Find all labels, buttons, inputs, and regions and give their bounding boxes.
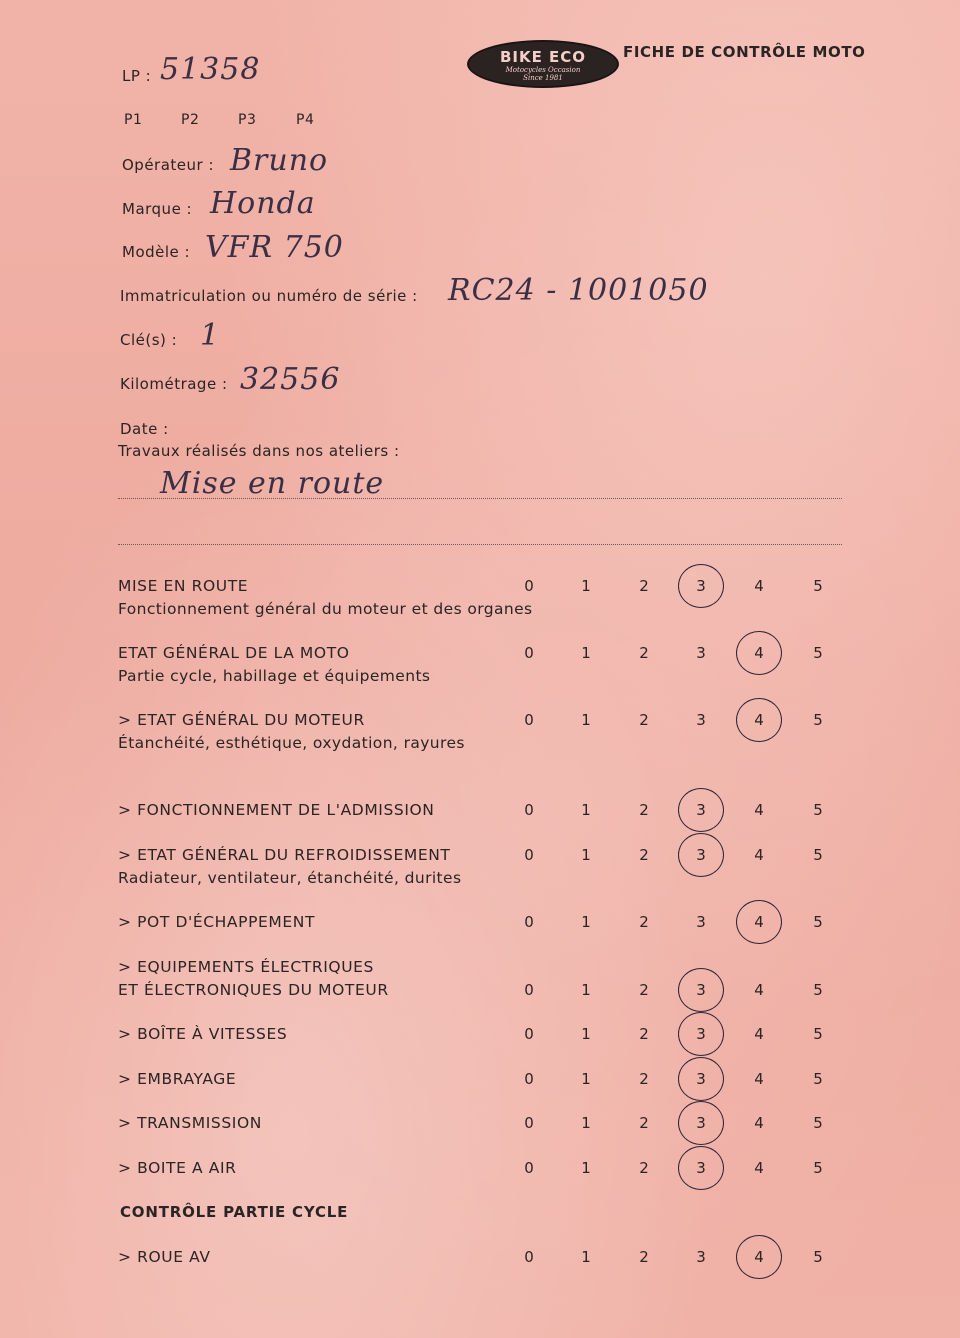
- score-option[interactable]: 5: [813, 644, 823, 662]
- p1-label: P1: [124, 112, 143, 128]
- score-option[interactable]: 0: [524, 1159, 534, 1177]
- row-title: > BOÎTE À VITESSES: [118, 1025, 288, 1043]
- score-option[interactable]: 1: [581, 644, 591, 662]
- score-option[interactable]: 2: [639, 1248, 649, 1266]
- section-cycle-heading: CONTRÔLE PARTIE CYCLE: [120, 1203, 349, 1221]
- serial-label: Immatriculation ou numéro de série :: [120, 287, 418, 305]
- score-option[interactable]: 5: [813, 1070, 823, 1088]
- score-option[interactable]: 1: [581, 1248, 591, 1266]
- score-option[interactable]: 4: [754, 913, 764, 931]
- form-title: FICHE DE CONTRÔLE MOTO: [623, 43, 866, 61]
- row-title: > ETAT GÉNÉRAL DU REFROIDISSEMENT: [118, 846, 451, 864]
- score-option[interactable]: 1: [581, 981, 591, 999]
- selected-score-circle: [678, 1101, 724, 1145]
- selected-score-circle: [736, 631, 782, 675]
- score-option[interactable]: 4: [754, 1070, 764, 1088]
- score-option[interactable]: 2: [639, 981, 649, 999]
- score-option[interactable]: 4: [754, 644, 764, 662]
- score-option[interactable]: 2: [639, 711, 649, 729]
- serial-value: RC24 - 1001050: [448, 273, 709, 308]
- score-option[interactable]: 0: [524, 913, 534, 931]
- row-title: > EQUIPEMENTS ÉLECTRIQUES: [118, 958, 374, 976]
- works-label: Travaux réalisés dans nos ateliers :: [118, 442, 400, 460]
- score-option[interactable]: 2: [639, 913, 649, 931]
- model-value: VFR 750: [205, 230, 344, 265]
- model-label: Modèle :: [122, 243, 191, 261]
- score-option[interactable]: 4: [754, 1025, 764, 1043]
- score-option[interactable]: 3: [696, 1114, 706, 1132]
- score-option[interactable]: 5: [813, 913, 823, 931]
- p4-label: P4: [296, 112, 315, 128]
- score-option[interactable]: 4: [754, 981, 764, 999]
- score-option[interactable]: 5: [813, 801, 823, 819]
- selected-score-circle: [678, 1146, 724, 1190]
- mileage-value: 32556: [240, 362, 341, 397]
- score-option[interactable]: 3: [696, 1159, 706, 1177]
- score-option[interactable]: 0: [524, 1114, 534, 1132]
- score-option[interactable]: 3: [696, 913, 706, 931]
- score-option[interactable]: 5: [813, 1114, 823, 1132]
- row-title: > ROUE AV: [118, 1248, 211, 1266]
- row-title-continued: ET ÉLECTRONIQUES DU MOTEUR: [118, 981, 389, 999]
- score-option[interactable]: 3: [696, 801, 706, 819]
- row-subtitle: Fonctionnement général du moteur et des organes: [118, 600, 533, 618]
- selected-score-circle: [678, 788, 724, 832]
- score-option[interactable]: 0: [524, 711, 534, 729]
- score-option[interactable]: 0: [524, 801, 534, 819]
- score-option[interactable]: 4: [754, 801, 764, 819]
- score-option[interactable]: 0: [524, 1025, 534, 1043]
- score-option[interactable]: 5: [813, 1159, 823, 1177]
- score-option[interactable]: 1: [581, 1025, 591, 1043]
- selected-score-circle: [736, 1235, 782, 1279]
- score-option[interactable]: 4: [754, 1159, 764, 1177]
- score-option[interactable]: 1: [581, 846, 591, 864]
- score-option[interactable]: 4: [754, 577, 764, 595]
- score-option[interactable]: 3: [696, 644, 706, 662]
- row-title: > EMBRAYAGE: [118, 1070, 237, 1088]
- score-option[interactable]: 3: [696, 1248, 706, 1266]
- row-title: ETAT GÉNÉRAL DE LA MOTO: [118, 644, 350, 662]
- selected-score-circle: [678, 1012, 724, 1056]
- score-option[interactable]: 2: [639, 1070, 649, 1088]
- score-option[interactable]: 5: [813, 1248, 823, 1266]
- date-label: Date :: [120, 420, 169, 438]
- works-value: Mise en route: [160, 466, 385, 501]
- p3-label: P3: [238, 112, 257, 128]
- row-subtitle: Radiateur, ventilateur, étanchéité, durites: [118, 869, 462, 887]
- selected-score-circle: [736, 698, 782, 742]
- dotted-line: [118, 498, 842, 499]
- operator-value: Bruno: [230, 143, 329, 178]
- score-option[interactable]: 5: [813, 846, 823, 864]
- lp-label: LP :: [122, 67, 152, 85]
- row-title: > POT D'ÉCHAPPEMENT: [118, 913, 316, 931]
- score-option[interactable]: 5: [813, 1025, 823, 1043]
- selected-score-circle: [678, 564, 724, 608]
- score-option[interactable]: 5: [813, 981, 823, 999]
- score-option[interactable]: 2: [639, 846, 649, 864]
- selected-score-circle: [678, 1057, 724, 1101]
- score-option[interactable]: 4: [754, 846, 764, 864]
- row-title: > FONCTIONNEMENT DE L'ADMISSION: [118, 801, 435, 819]
- row-title: MISE EN ROUTE: [118, 577, 249, 595]
- score-option[interactable]: 2: [639, 1159, 649, 1177]
- keys-value: 1: [200, 318, 221, 353]
- lp-value: 51358: [160, 52, 261, 87]
- score-option[interactable]: 3: [696, 846, 706, 864]
- keys-label: Clé(s) :: [120, 331, 178, 349]
- score-option[interactable]: 1: [581, 577, 591, 595]
- score-option[interactable]: 5: [813, 577, 823, 595]
- score-option[interactable]: 2: [639, 577, 649, 595]
- score-option[interactable]: 1: [581, 1114, 591, 1132]
- brand-label: Marque :: [122, 200, 193, 218]
- score-option[interactable]: 2: [639, 801, 649, 819]
- score-option[interactable]: 3: [696, 1070, 706, 1088]
- score-option[interactable]: 1: [581, 801, 591, 819]
- operator-label: Opérateur :: [122, 156, 215, 174]
- score-option[interactable]: 0: [524, 644, 534, 662]
- score-option[interactable]: 2: [639, 1114, 649, 1132]
- row-title: > TRANSMISSION: [118, 1114, 262, 1132]
- score-option[interactable]: 2: [639, 644, 649, 662]
- score-option[interactable]: 0: [524, 1070, 534, 1088]
- score-option[interactable]: 0: [524, 846, 534, 864]
- score-option[interactable]: 5: [813, 711, 823, 729]
- score-option[interactable]: 1: [581, 913, 591, 931]
- score-option[interactable]: 4: [754, 711, 764, 729]
- score-option[interactable]: 0: [524, 981, 534, 999]
- row-subtitle: Étanchéité, esthétique, oxydation, rayures: [118, 734, 465, 752]
- score-option[interactable]: 2: [639, 1025, 649, 1043]
- score-option[interactable]: 0: [524, 577, 534, 595]
- score-option[interactable]: 1: [581, 1159, 591, 1177]
- score-option[interactable]: 0: [524, 1248, 534, 1266]
- mileage-label: Kilométrage :: [120, 375, 228, 393]
- row-title: > BOITE A AIR: [118, 1159, 237, 1177]
- score-option[interactable]: 4: [754, 1114, 764, 1132]
- row-subtitle: Partie cycle, habillage et équipements: [118, 667, 431, 685]
- brand-value: Honda: [210, 186, 316, 221]
- score-option[interactable]: 3: [696, 981, 706, 999]
- score-option[interactable]: 1: [581, 1070, 591, 1088]
- bike-eco-logo: BIKE ECO Motocycles Occasion Since 1981: [467, 40, 619, 88]
- score-option[interactable]: 3: [696, 1025, 706, 1043]
- selected-score-circle: [678, 968, 724, 1012]
- score-option[interactable]: 4: [754, 1248, 764, 1266]
- score-option[interactable]: 1: [581, 711, 591, 729]
- score-option[interactable]: 3: [696, 577, 706, 595]
- score-option[interactable]: 3: [696, 711, 706, 729]
- selected-score-circle: [678, 833, 724, 877]
- row-title: > ETAT GÉNÉRAL DU MOTEUR: [118, 711, 365, 729]
- dotted-line: [118, 544, 842, 545]
- p2-label: P2: [181, 112, 200, 128]
- selected-score-circle: [736, 900, 782, 944]
